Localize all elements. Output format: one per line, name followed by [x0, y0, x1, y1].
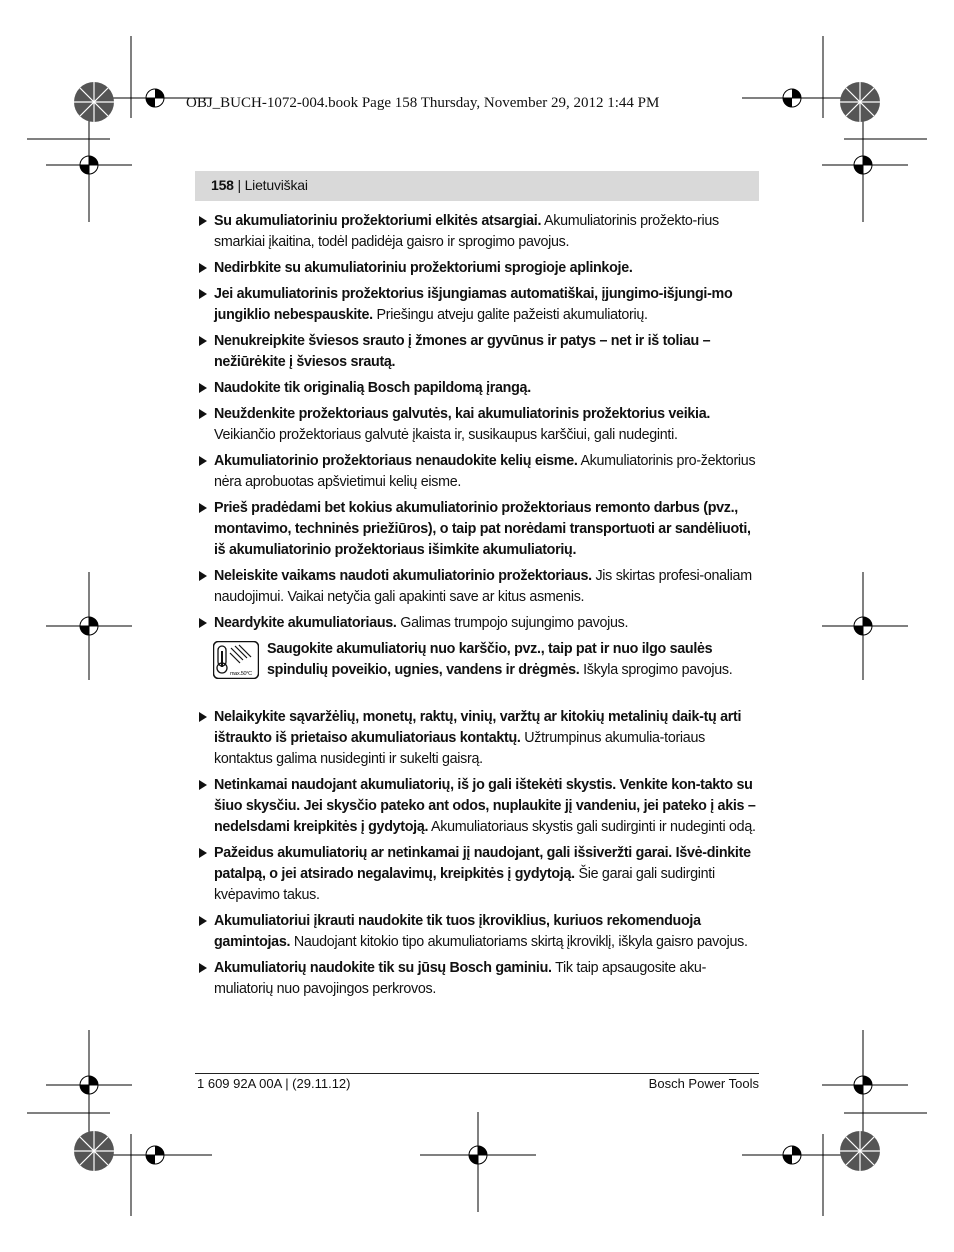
list-item: Neuždenkite prožektoriaus galvutės, kai akumuliatorinis prožektorius veikia. Veikiančio prožektoriaus galvutė įkaista ir, susikaupus karščiui, gali nudeginti.	[197, 404, 763, 446]
bullet-triangle-icon	[199, 618, 207, 628]
page-header	[211, 177, 308, 193]
bullet-triangle-icon	[199, 216, 207, 226]
list-item: Prieš pradėdami bet kokius akumuliatorinio prožektoriaus remonto darbus (pvz., montavimo, techninės priežiūros), o taip pat norėdami transportuoti ar sandėliuoti, iš akumuliatorinio prožektoriaus išimkite akumuliatorių.	[197, 498, 763, 561]
bullet-triangle-icon	[199, 848, 207, 858]
list-item: Nedirbkite su akumuliatoriniu prožektoriumi sprogioje aplinkoje.	[197, 258, 763, 279]
heat-warning-bold: Saugokite akumuliatorių nuo karščio, pvz., taip pat ir nuo ilgo saulės spindulių poveikio, ugnies, vandens ir drėgmės.	[267, 641, 713, 678]
bullet-triangle-icon	[199, 263, 207, 273]
list-item: Akumuliatorinio prožektoriaus nenaudokite kelių eisme. Akumuliatorinis pro-žektorius nėra aprobuotas apšvietimui kelių eisme.	[197, 451, 763, 493]
bullet-triangle-icon	[199, 780, 207, 790]
footer-divider	[195, 1073, 759, 1074]
list-item: Akumuliatorių naudokite tik su jūsų Bosch gaminiu. Tik taip apsaugosite aku-muliatorių nuo pavojingos perkrovos.	[197, 958, 763, 1000]
bullet-triangle-icon	[199, 383, 207, 393]
heat-warning-text: Iškyla sprogimo pavojus.	[579, 662, 733, 678]
header-separator: |	[233, 177, 245, 193]
list-item: Nenukreipkite šviesos srauto į žmones ar gyvūnus ir patys – net ir iš toliau – nežiūrėkite į šviesos srautą.	[197, 331, 763, 373]
bullet-triangle-icon	[199, 409, 207, 419]
bullet-triangle-icon	[199, 571, 207, 581]
bullet-triangle-icon	[199, 916, 207, 926]
page-number: 158	[211, 177, 234, 193]
footer-doc-number: 1 609 92A 00A | (29.11.12)	[197, 1076, 351, 1091]
list-item: Akumuliatoriui įkrauti naudokite tik tuos įkroviklius, kuriuos rekomenduoja gamintojas. Naudojant kitokio tipo akumuliatoriams skirtą įkroviklį, iškyla gaisro pavojus.	[197, 911, 763, 953]
list-item: Netinkamai naudojant akumuliatorių, iš jo gali ištekėti skystis. Venkite kon-takto su šiuo skysčiu. Jei skysčio pateko ant odos, nuplaukite jį vandeniu, jei pateko į akis – nedelsdami kreipkitės į gydytoją. Akumuliatoriaus skystis gali sudirginti ir nudeginti odą.	[197, 775, 763, 838]
print-slug-line: OBJ_BUCH-1072-004.book Page 158 Thursday, November 29, 2012 1:44 PM	[186, 95, 660, 111]
list-item: Neleiskite vaikams naudoti akumuliatorinio prožektoriaus. Jis skirtas profesi-onaliam naudojimui. Vaikai netyčia gali apakinti save ar kitus asmenis.	[197, 566, 763, 608]
bullet-triangle-icon	[199, 289, 207, 299]
list-item: Naudokite tik originalią Bosch papildomą įrangą.	[197, 378, 763, 399]
bullet-triangle-icon	[199, 456, 207, 466]
header-language: Lietuviškai	[244, 177, 308, 193]
heat-warning	[197, 639, 763, 702]
list-item: Nelaikykite sąvaržėlių, monetų, raktų, vinių, varžtų ar kitokių metalinių daik-tų arti ištraukto iš prietaiso akumuliatoriaus kontaktų. Užtrumpinus akumulia-toriaus kontaktus galima nusideginti ir sukelti gaisrą.	[197, 707, 763, 770]
safety-instructions	[197, 211, 763, 1005]
list-item: Su akumuliatoriniu prožektoriumi elkitės atsargiai. Akumuliatorinis prožekto-rius smarkiai įkaitina, todėl padidėja gaisro ir sprogimo pavojus.	[197, 211, 763, 253]
bullet-triangle-icon	[199, 503, 207, 513]
list-item: Jei akumuliatorinis prožektorius išjungiamas automatiškai, įjungimo-išjungi-mo jungiklio nebespauskite. Priešingu atveju galite pažeisti akumuliatorių.	[197, 284, 763, 326]
bullet-triangle-icon	[199, 712, 207, 722]
list-item: Pažeidus akumuliatorių ar netinkamai jį naudojant, gali išsiveržti garai. Išvė-dinkite patalpą, o jei atsirado negalavimų, kreipkitės į gydytoją. Šie garai gali sudirginti kvėpavimo takus.	[197, 843, 763, 906]
bullet-triangle-icon	[199, 336, 207, 346]
thermometer-sun-warning-icon	[213, 641, 259, 679]
svg-text:max.50°C: max.50°C	[230, 671, 252, 677]
footer-brand: Bosch Power Tools	[648, 1076, 759, 1091]
list-item: Neardykite akumuliatoriaus. Galimas trumpojo sujungimo pavojus.	[197, 613, 763, 634]
bullet-triangle-icon	[199, 963, 207, 973]
